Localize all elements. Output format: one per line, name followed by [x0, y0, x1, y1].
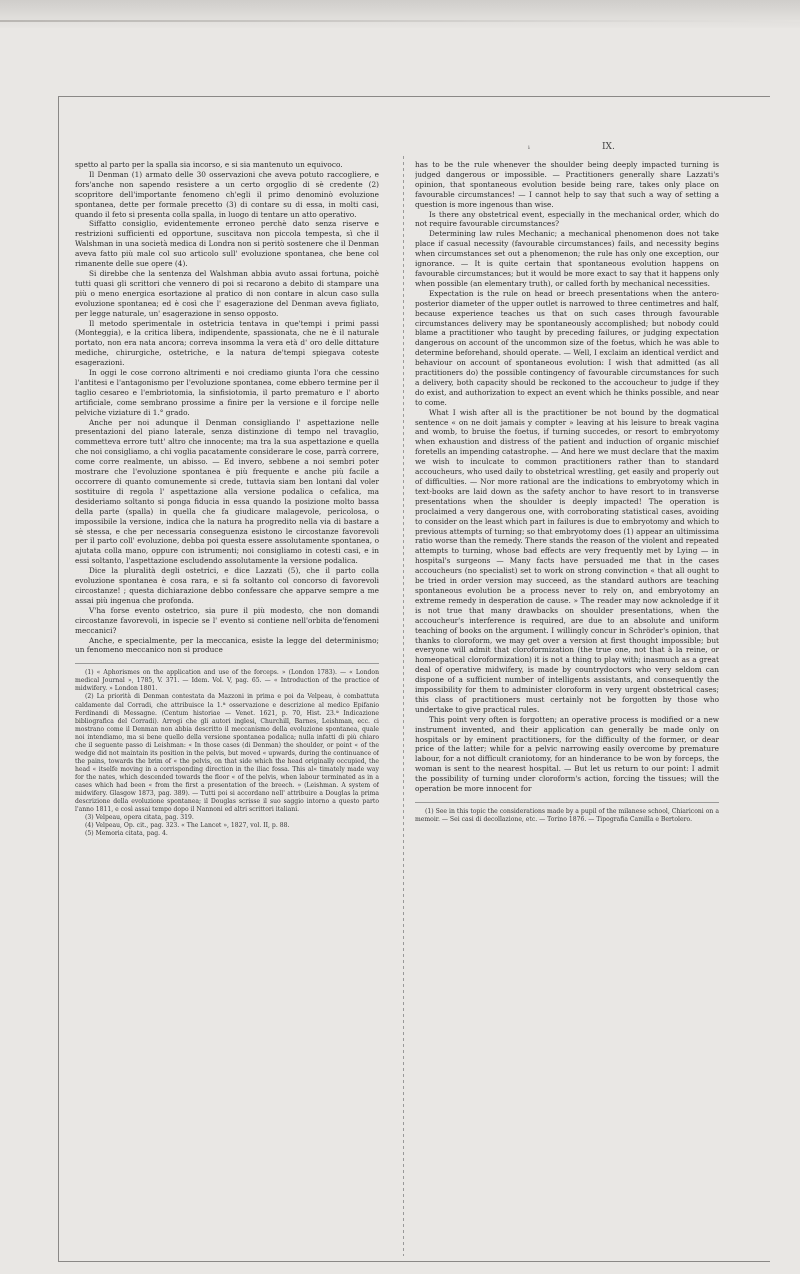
- right-paragraph: Determining law rules Mechanic; a mechanical phenomenon does not take place if casual necessity (favourable circumstances) fails, and necessity begins when circumstances set out a phenomenon; the rule has only one exception, our ignorance. — It is quite certain that spontaneous evolution happens on favourable circumstances; but it would be more exact to say that it happens only when possible (an elementary truth), or called forth by mechanical necessities.: [415, 229, 719, 288]
- right-paragraph: Is there any obstetrical event, especially in the mechanical order, which do not require favourable circumstances?: [415, 209, 719, 229]
- scan-top-band: [0, 0, 800, 28]
- right-paragraph: This point very often is forgotten; an operative process is modified or a new instrument invented, and their application can generally be made only on hospitals or by eminent practitioners, for the difficulty of the former, or dear price of the latter; while for a pelvic narrowing easily overcome by premature labour, for a not difficult craniotomy, for an hinderance to be won by forceps, the woman is sent to the nearest hospital. — But let us return to our point: I admit the possibility of turning under cloroform's action, forcing the tissues; will the operation be more innocent for: [415, 714, 719, 794]
- left-paragraph: Siffatto consiglio, evidentemente erroneo perchè dato senza riserve e restrizioni sufficienti ed opportune, suscitava non piccola tempesta, sì che il Walshman in una società medica di Londra non si peritò sostenere che il Denman aveva fatto più male col suo articolo sull' evoluzione spontanea, che bene col rimanente delle sue opere (4).: [75, 219, 379, 269]
- right-paragraph: has to be the rule whenever the shoulder being deeply impacted turning is judged dangerous or impossible. — Practitioners generally share Lazzati's opinion, that spontaneous evolution beside being rare, takes only place on favourable circumstances! — I cannot help to say that such a way of setting a question is more ingenous than wise.: [415, 160, 719, 209]
- left-paragraph: V'ha forse evento ostetrico, sia pure il più modesto, che non domandi circostanze favorevoli, in ispecie se l' evento si contiene nell'orbita de'fenomeni meccanici?: [75, 605, 379, 635]
- left-column: [75, 160, 379, 838]
- right-paragraph: Expectation is the rule on head or breech presentations when the antero-posterior diameter of the upper outlet is narrowed to three centimetres and half, because experience teaches us that on such cases through favourable circumstances delivery may be spontaneously accomplished; but nobody could blame a practitioner who taught by preceding failures, or judging expectation dangerous on account of the uncommon size of the foetus, which he was able to determine beforehand, should operate. — Well, I exclaim an identical verdict and behaviour on account of spontaneous evolution: I wish that admitted (as all practitioners do) the possible contingency of favourable circumstances for such a delivery, both capacity should be reckoned to the accoucheur to judge if they do exist, and authorization to expect an event which he thinks possible, and near to come.: [415, 288, 719, 407]
- left-paragraph: Il Denman (1) armato delle 30 osservazioni che aveva potuto raccogliere, e fors'anche non sapendo resistere a un certo orgoglio di sè credente (2) scopritore dell'importante fenomeno ch'egli il primo denominò evoluzione spontanea, dette per formale precetto (3) di contare su di essa, in molti casi, quando il feto si presenta colla spalla, in luogo di tentare un atto operativo.: [75, 169, 379, 219]
- footnote: (1) « Aphorismes on the application and use of the forceps. » (London 1783). — « London medical Journal », 1785, V. 371. — Idem. Vol. V, pag. 65. — « Introduction of the practice of midwifery. » London 1801.: [75, 669, 379, 693]
- footnote-rule: [415, 802, 719, 803]
- footnote: (4) Velpeau, Op. cit., pag. 323. « The Lancet », 1827, vol. II, p. 88.: [85, 822, 290, 830]
- right-footnotes: [415, 808, 719, 824]
- left-paragraph: Anche per noi adunque il Denman consigliando l' aspettazione nelle presentazioni del piano laterale, senza distinzione di tempo nel travaglio, commetteva errore tutt' altro che innocente; ma tra la sua aspettazione e quella che noi consigliamo, a chi voglia pacatamente considerare le cose, parrà correre, come corre realmente, un abisso. — Ed invero, sebbene a noi sembri poter mostrare che l'evoluzione spontanea è più frequente e anche più facile a occorrere di quanto comunemente si crede, tuttavia siam ben lontani dal voler sostituire di regola l' aspettazione alla versione podalica o cefalica, ma desideriamo soltanto si ponga fiducia in essa quando la posizione molto bassa della parte (spalla) in quella che fa giudicare malagevole, pericolosa, o impossibile la versione, indica che la natura ha progredito nella via di bastare a sè stessa, e che per necessaria conseguenza esistono le circostanze favorevoli per il parto coll' evoluzione, debba poi questa essere assolutamente spontanea, o ajutata colla mano, oppure con istrumenti; noi consigliamo in cotesti casi, e in essi soltanto, l'aspettazione escludendo assolutamente la versione podalica.: [75, 417, 379, 566]
- page-frame-left: [58, 96, 59, 1261]
- left-paragraph: Il metodo sperimentale in ostetricia tentava in que'tempi i primi passi (Monteggia), e la critica libera, indipendente, spassionata, che ne è il naturale portato, non era nata ancora; correva insomma la vera età d' oro delle dittature mediche, chirurgiche, ostetriche, e la natura de'tempi spiegava coteste esagerazioni.: [75, 318, 379, 368]
- footnote: (2) La priorità di Denman contestata da Mazzoni in prima e poi da Velpeau, è combattuta caldamente dal Corradi, che attribuisce la 1.ª osservazione e descrizione al medico Epifanio Ferdinandi di Messagne. (Centum historiae — Venet. 1621, p. 70, Hist. 23.ª Indicazione bibliografica del Corradi). Arrogi che gli autori inglesi, Churchill, Barnes, Leishman, ecc. ci mostrano come il Denman non abbia descritto il meccanismo della evoluzione spontanea, quale noi intendiamo, ma si bene quello della versione spontanea podalica; nulla infatti di più chiaro che il seguente passo di Leishman: « In those cases (di Denman) the shoulder, or point « of the wedge did not maintain its position in the pelvis, but moved « upwards, during the continuance of the pains, towards the brim of « the pelvis, on that side which the head originally occupied, the head « itselfe moving in a corrisponding direction in the iliac fossa. This al« timately made way for the nates, which descended towards the floor « of the pelvis, when labour terminated as in a cases which had been « from the first a presentation of the breech. » (Leishman. A system of midwifery. Glasgow 1873, pag. 389). — Tutti poi si accordano nell' attribuire a Douglas la prima descrizione della evoluzione spontanea; il Douglas scrisse il suo saggio intorno a questo parto l'anno 1811, e così assai tempo dopo il Nannoni ed altri scrittori italiani.: [75, 693, 379, 814]
- scan-top-edge: [0, 20, 800, 22]
- left-paragraph: In oggi le cose corrono altrimenti e noi crediamo giunta l'ora che cessino l'antitesi e l'antagonismo per l'evoluzione spontanea, come ebbero termine per il taglio cesareo e l'embriotomia, la sinfisiotomia, il parto prematuro e l' aborto artificiale, come sembrano prossime a finire per la versione e il forcipe nelle pelviche viziature di 1.° grado.: [75, 368, 379, 417]
- left-paragraph: Dice la pluralità degli ostetrici, e dice Lazzati (5), che il parto colla evoluzione spontanea è cosa rara, e si fa soltanto col concorso di favorevoli circostanze! ; questa dichiarazione debbo confessare che apparve sempre a me assai più ingenua che profonda.: [75, 566, 379, 605]
- left-paragraph: Anche, e specialmente, per la meccanica, esiste la legge del determinismo; un fenomeno meccanico non si produce: [75, 635, 379, 655]
- page-frame-bottom: [58, 1261, 770, 1262]
- right-column: [415, 160, 719, 824]
- column-divider: [403, 156, 404, 1256]
- right-paragraph: What I wish after all is the practitioner be not bound by the dogmatical sentence « on ne doit jamais y compter » leaving at his leisure to break vagina and womb, to bruise the foetus, if turning succedes, or resort to embryotomy when exhaustion and distress of the patient and induction of organic mischief foretells an impending catastrophe. — And here we must declare that the maxim we wish to inculcate to common practitioners rather than to standard accoucheurs, who used daily to obstetrical wrestling, get easily and properly out of difficulties. — Nor more rational are the indications to embryotomy which in text-books are laid down as the safety anchor to have resort to in transverse presentations when the shoulder is deeply impacted! The operation is proclaimed a very dangerous one, with corroborating statistical cases, avoiding to consider on the least which part in failures is due to embryotomy and which to previous attempts of turning; so that embryotomy does (1) appear an ultimissima ratio worse than the remedy. There stands the reason of the violent and repeated attempts to turning, whose bad effects are very frequently met by Lying — in hospital's surgeons — Many facts have persuaded me that in the cases accoucheurs (no specialist) set to work on strong convinction « that all ought to be tried in order version may succeed, as the standard authors are teaching spontaneous evolution be a process never to rely on, and embryotomy an extreme remedy in desperation de cause. » The reader may now acknoledge if it is not true that many drawbacks on shoulder presentations, when the accoucheur's interference is required, are due to an absolute and uniform teaching of books on the argument. I willingly concur in Schröder's opinion, that thanks to cloroform, we may get over a version at first thought impossible; but everyone will admit that cloroformization (the true one, not that à la reine, or homeopatical cloroformization) it is not a thing to play with; inasmuch as a great deal of operative midwifery, is made by countrydoctors who very seldom can dispone of a sufficient number of intelligents assistants, and consequently the impossibility for them to administer cloroform in very urgent obstetrical cases; this class of practitioners must certainly not be forgotten by those who undertake to give practical rules.: [415, 407, 719, 714]
- footnote: (3) Velpeau, opera citata, pag. 319.: [85, 814, 194, 822]
- footnote-rule: [75, 663, 379, 664]
- footnote: (1) See in this topic the considerations made by a pupil of the milanese school, Chiariconi on a memoir. — Sei casi di decollazione, etc. — Torino 1876. — Tipografia Camilla e Bertolero.: [415, 808, 719, 824]
- footnote: (5) Memoria citata, pag. 4.: [85, 830, 168, 838]
- left-paragraph: spetto al parto per la spalla sia incorso, e si sia mantenuto un equivoco.: [75, 160, 343, 169]
- header-mark: ᵢ: [528, 142, 530, 152]
- left-paragraph: Si direbbe che la sentenza del Walshman abbia avuto assai fortuna, poichè tutti quasi gli scrittori che vennero di poi si recarono a debito di stampare una più o meno energica esortazione al pratico di non contare in alcun caso sulla evoluzione spontanea; ed è così che l' esagerazione del Denman aveva figliato, per legge naturale, un' esagerazione in senso opposto.: [75, 268, 379, 318]
- left-footnotes: [75, 669, 379, 838]
- document-page: [58, 96, 770, 1264]
- page-number: IX.: [602, 142, 615, 152]
- page-frame-top: [58, 96, 770, 97]
